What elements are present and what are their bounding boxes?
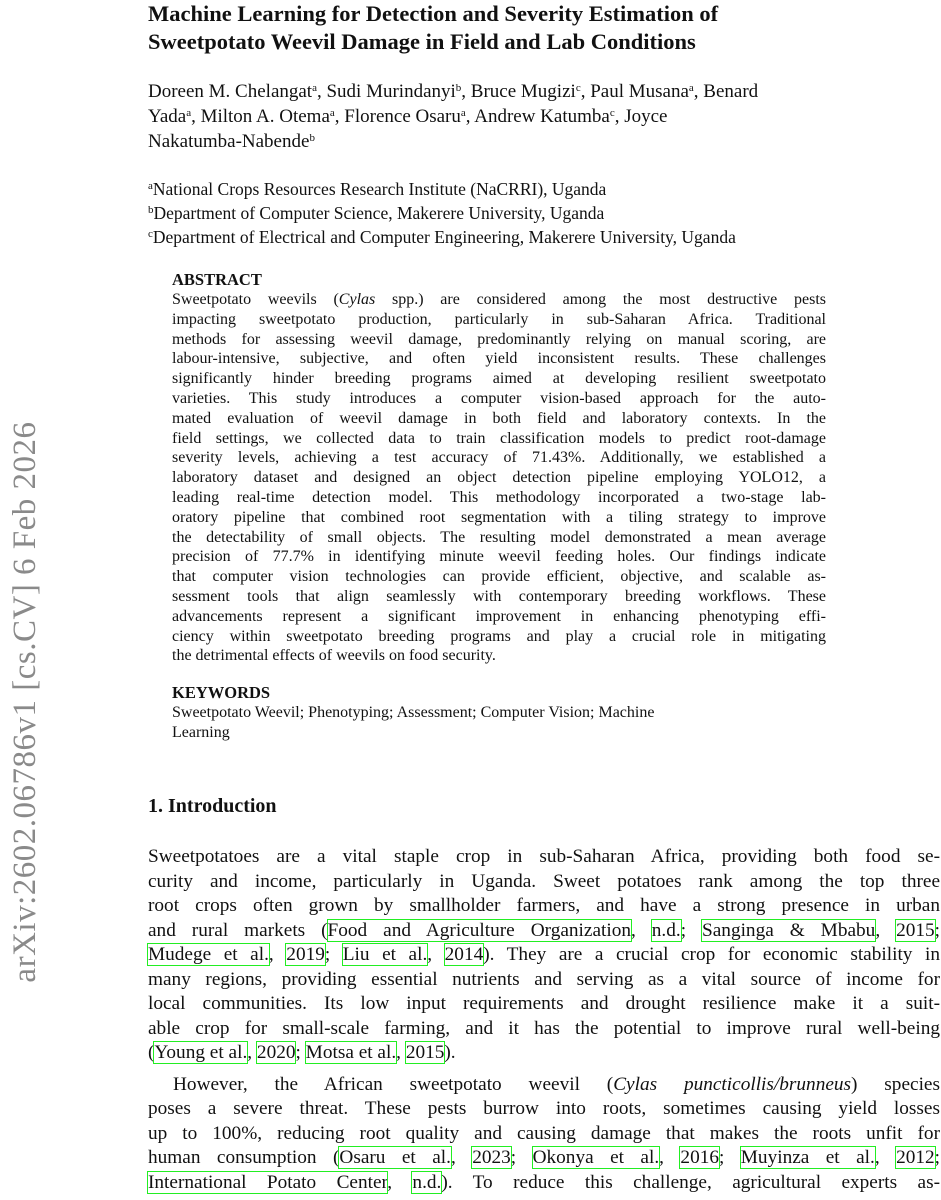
citation-link[interactable]: 2015 <box>405 1042 445 1063</box>
text-run: sessment tools that align seamlessly with contemporary breeding workflows. These <box>172 587 826 605</box>
text-line <box>172 468 826 488</box>
text-line <box>172 448 826 468</box>
text-line <box>148 177 938 201</box>
affiliation-marker: a <box>312 82 317 94</box>
text-run: leading real-time detection model. This methodology incorporated a two-stage lab- <box>172 488 826 506</box>
text-line <box>172 429 826 449</box>
text-line <box>148 1097 940 1122</box>
text-run: , Andrew Katumba <box>465 106 610 127</box>
text-line <box>148 104 938 129</box>
text-line <box>148 968 940 993</box>
affiliation-marker: a <box>148 180 153 192</box>
text-run: ciency within sweetpotato breeding programs and play a crucial role in mitigating <box>172 627 826 645</box>
text-run: that computer vision technologies can provide efficient, objective, and scalable as- <box>172 568 826 586</box>
text-run: , <box>659 1147 681 1168</box>
text-line <box>172 488 826 508</box>
text-run: ). To reduce this challenge, agricultural experts as- <box>441 1171 941 1193</box>
affiliation-marker: a <box>688 82 694 94</box>
text-line <box>172 310 826 330</box>
text-line <box>172 290 826 310</box>
text-run: , Florence Osaru <box>334 106 461 127</box>
citation-link[interactable]: 2020 <box>256 1042 296 1063</box>
text-line <box>148 1041 940 1066</box>
text-line <box>172 587 826 607</box>
text-run: the detectability of small objects. The resulting model demonstrated a mean average <box>172 528 826 546</box>
text-run: National Crops Resources Research Institute (NaCRRI), Uganda <box>152 179 607 199</box>
text-line <box>148 1146 940 1171</box>
affiliations <box>148 177 938 249</box>
text-line <box>172 547 826 567</box>
text-run: ; <box>934 919 941 941</box>
text-run: field settings, we collected data to train classification models to predict root-damage <box>172 429 826 447</box>
text-line <box>172 627 826 647</box>
citation-link[interactable]: 2019 <box>286 944 325 965</box>
affiliation-marker: c <box>575 82 581 94</box>
citation-link[interactable]: Sanginga & Mbabu <box>702 919 876 941</box>
text-line <box>148 1073 940 1098</box>
text-run: ; <box>718 1147 741 1168</box>
citation-link[interactable]: International Potato Center <box>148 1171 388 1193</box>
text-line <box>148 79 938 104</box>
citation-link[interactable]: 2012 <box>896 1147 935 1168</box>
text-run: Nakatumba-Nabende <box>148 131 310 152</box>
text-line <box>148 201 938 225</box>
text-run: , <box>874 1147 897 1168</box>
paper-title <box>148 0 938 56</box>
affiliation-marker: b <box>455 82 462 94</box>
text-run: , Benard <box>693 81 759 102</box>
text-run: , <box>631 919 652 941</box>
section-heading-introduction: 1. Introduction <box>148 795 277 817</box>
text-run: , Paul Musana <box>580 81 689 102</box>
abstract <box>172 270 826 666</box>
text-run: ; <box>680 919 703 941</box>
text-line <box>148 129 938 154</box>
citation-link[interactable]: Okonya et al. <box>532 1147 660 1168</box>
text-run: and rural markets ( <box>148 919 328 941</box>
text-run: advancements represent a significant improvement in enhancing phenotyping effi- <box>172 607 826 625</box>
text-line <box>172 369 826 389</box>
text-line <box>148 943 940 968</box>
citation-link[interactable]: Muyinza et al. <box>740 1147 875 1168</box>
text-run: many regions, providing essential nutrients and serving as a vital source of income for <box>148 968 940 990</box>
citation-link[interactable]: Mudege et al. <box>148 944 269 965</box>
text-line <box>172 703 826 723</box>
text-run: the detrimental effects of weevils on food security. <box>172 647 496 665</box>
text-run: , Bruce Mugizi <box>461 81 576 102</box>
text-run: , <box>427 944 445 965</box>
text-line <box>172 349 826 369</box>
text-line <box>148 919 940 944</box>
citation-link[interactable]: Osaru et al. <box>339 1147 451 1168</box>
text-line <box>172 528 826 548</box>
paragraph <box>148 1073 940 1196</box>
citation-link[interactable]: n.d. <box>412 1171 442 1193</box>
text-run: Doreen M. Chelangat <box>148 81 313 102</box>
text-run: ; <box>934 1147 941 1168</box>
citation-link[interactable]: 2015 <box>896 919 935 941</box>
text-line <box>148 225 938 249</box>
affiliation-marker: b <box>309 132 315 144</box>
keywords-text <box>172 703 826 743</box>
text-run: ; <box>324 944 343 965</box>
text-run: Sweetpotato Weevil; Phenotyping; Assessment; Computer Vision; Machine <box>172 704 655 721</box>
text-run: methods for assessing weevil damage, predominantly relying on manual scoring, are <box>172 330 826 348</box>
text-run: ). They are a crucial crop for economic stability in <box>483 944 940 965</box>
arxiv-identifier-stamp: arXiv:2602.06786v1 [cs.CV] 6 Feb 2026 <box>7 421 43 983</box>
text-run: laboratory dataset and designed an object detection pipeline employing YOLO12, a <box>172 469 826 487</box>
affiliation-marker: b <box>148 204 154 216</box>
citation-link[interactable]: 2023 <box>472 1147 511 1168</box>
citation-link[interactable]: n.d. <box>651 919 681 941</box>
text-line <box>172 723 826 743</box>
text-line <box>172 508 826 528</box>
citation-link[interactable]: Motsa et al. <box>305 1042 397 1063</box>
text-run: varieties. This study introduces a computer vision-based approach for the auto- <box>172 389 826 407</box>
citation-link[interactable]: 2016 <box>680 1147 719 1168</box>
text-run: curity and income, particularly in Uganda. Sweet potatoes rank among the top three <box>148 870 940 892</box>
text-line <box>148 1017 940 1042</box>
text-run: precision of 77.7% in identifying minute weevil feeding holes. Our findings indicate <box>172 548 826 566</box>
text-line <box>172 646 826 666</box>
text-line <box>172 567 826 587</box>
text-run: mated evaluation of weevil damage in both field and laboratory contexts. In the <box>172 409 826 427</box>
text-run: human consumption ( <box>148 1147 340 1168</box>
text-run: up to 100%, reducing root quality and causing damage that makes the roots unfit for <box>148 1122 940 1144</box>
text-line <box>148 845 940 870</box>
citation-link[interactable]: Food and Agriculture Organization <box>327 919 631 941</box>
text-run: ( <box>148 1042 155 1063</box>
text-run: Department of Electrical and Computer Engineering, Makerere University, Uganda <box>152 227 736 247</box>
citation-link[interactable]: Young et al. <box>154 1042 248 1063</box>
affiliation-marker: c <box>148 228 153 240</box>
text-run: However, the African sweetpotato weevil ( <box>173 1073 614 1095</box>
text-run: , Sudi Murindanyi <box>316 81 456 102</box>
text-run: Learning <box>172 723 230 741</box>
title-line: Machine Learning for Detection and Severity Estimation of <box>148 1 719 26</box>
text-run: , Joyce <box>614 106 668 127</box>
text-run: labour-intensive, subjective, and often yield inconsistent results. These challenges <box>172 350 826 368</box>
affiliation-marker: c <box>609 107 615 119</box>
text-line <box>172 389 826 409</box>
text-run: Sweetpotato weevils ( <box>172 291 339 308</box>
author-list <box>148 79 938 154</box>
citation-link[interactable]: 2014 <box>444 944 484 965</box>
text-run: , Milton A. Otema <box>191 106 330 127</box>
text-run: ; <box>510 1147 533 1168</box>
text-run: root crops often grown by smallholder farmers, and have a strong presence in urban <box>148 895 940 916</box>
text-line <box>172 409 826 429</box>
text-run: , <box>396 1042 406 1063</box>
text-run: Sweetpotatoes are a vital staple crop in sub-Saharan Africa, providing both food se- <box>148 846 940 867</box>
text-run: oratory pipeline that combined root segmentation with a tiling strategy to improve <box>172 508 826 526</box>
text-run: spp.) are considered among the most destructive pests <box>375 291 827 308</box>
text-run: ; <box>295 1042 306 1063</box>
text-run: able crop for small-scale farming, and it has the potential to improve rural well-being <box>148 1017 940 1039</box>
text-run: , <box>875 919 897 941</box>
text-run: significantly hinder breeding programs aimed at developing resilient sweetpotato <box>172 370 826 388</box>
text-run: local communities. Its low input requirements and drought resilience make it a suit- <box>148 993 940 1014</box>
italic-text: Cylas <box>338 291 376 308</box>
text-line <box>148 992 940 1017</box>
text-run: , <box>450 1147 473 1168</box>
text-line <box>148 894 940 919</box>
affiliation-marker: a <box>186 107 192 119</box>
citation-link[interactable]: Liu et al. <box>342 944 428 965</box>
abstract-heading: ABSTRACT <box>172 270 262 289</box>
title-line: Sweetpotato Weevil Damage in Field and Lab Conditions <box>148 29 696 54</box>
affiliation-marker: a <box>329 107 335 119</box>
paragraph <box>148 845 940 1066</box>
text-run: , <box>247 1042 257 1063</box>
text-run: , <box>268 944 287 965</box>
affiliation-marker: a <box>460 107 466 119</box>
italic-text: Cylas puncticollis/brunneus <box>613 1073 852 1095</box>
keywords-heading: KEYWORDS <box>172 683 271 702</box>
text-line <box>172 330 826 350</box>
text-line <box>148 1171 940 1196</box>
introduction-body <box>148 845 940 1195</box>
text-line <box>172 607 826 627</box>
keywords <box>172 683 826 743</box>
text-line <box>148 870 940 895</box>
text-line <box>148 1122 940 1147</box>
text-run: Yada <box>148 106 187 127</box>
text-run: ). <box>444 1042 456 1063</box>
text-run: Department of Computer Science, Makerere University, Uganda <box>153 203 605 223</box>
text-run: poses a severe threat. These pests burrow into roots, sometimes causing yield losses <box>148 1098 940 1119</box>
text-run: , <box>387 1171 413 1193</box>
text-run: ) species <box>851 1073 940 1095</box>
abstract-text <box>172 290 826 666</box>
text-run: impacting sweetpotato production, particularly in sub-Saharan Africa. Traditional <box>172 310 826 328</box>
text-run: severity levels, achieving a test accuracy of 71.43%. Additionally, we established a <box>172 449 826 467</box>
